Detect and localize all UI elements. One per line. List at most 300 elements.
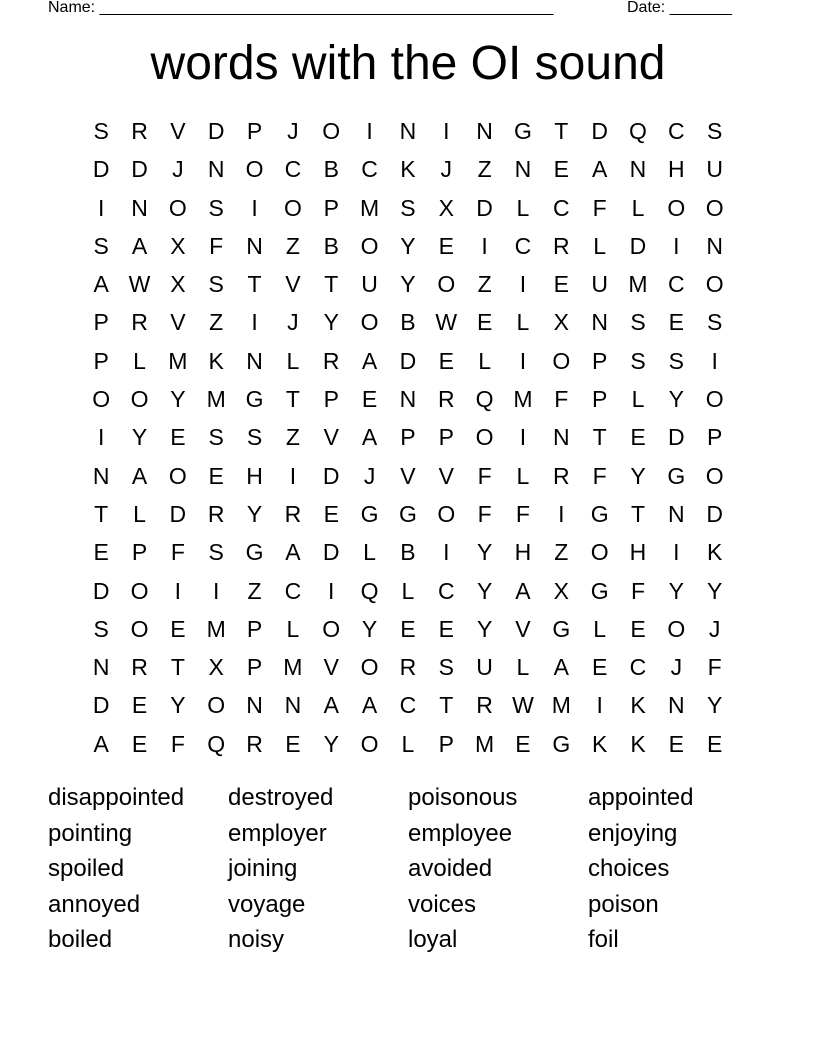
grid-letter: V (323, 654, 339, 681)
grid-letter: J (363, 462, 376, 489)
word-bank-item: employer (228, 819, 327, 847)
grid-letter: C (284, 577, 302, 604)
grid-letter: V (400, 462, 416, 489)
grid-letter: N (246, 347, 263, 374)
grid-letter: B (400, 309, 416, 336)
grid-letter: I (251, 309, 258, 336)
grid-letter: D (706, 500, 723, 527)
word-bank-item: joining (228, 855, 298, 883)
grid-letter: S (630, 347, 646, 374)
grid-letter: I (519, 424, 527, 451)
word-search-grid (82, 112, 734, 763)
grid-letter: G (398, 500, 417, 527)
word-bank-item: voices (408, 890, 477, 918)
grid-letter: Y (668, 577, 684, 604)
grid-letter: U (476, 654, 493, 681)
grid-row (82, 725, 734, 763)
grid-letter: A (361, 347, 378, 374)
grid-letter: J (708, 615, 721, 642)
grid-letter: N (552, 424, 570, 451)
grid-letter: C (629, 654, 647, 681)
grid-letter: O (130, 386, 149, 413)
grid-letter: O (437, 500, 456, 527)
grid-letter: A (323, 692, 339, 719)
grid-letter: I (97, 194, 105, 221)
grid-letter: G (245, 539, 264, 566)
grid-letter: Z (285, 232, 300, 259)
grid-letter: C (399, 692, 417, 719)
grid-letter: N (514, 156, 532, 183)
grid-letter: L (286, 615, 300, 642)
grid-letter: N (92, 462, 110, 489)
grid-letter: C (514, 232, 532, 259)
grid-letter: S (630, 309, 646, 336)
grid-letter: E (208, 462, 224, 489)
grid-letter: F (630, 577, 646, 604)
grid-letter: L (363, 539, 376, 566)
grid-letter: Y (323, 730, 339, 757)
grid-row (82, 495, 734, 533)
grid-letter: S (707, 309, 723, 336)
grid-letter: N (476, 118, 493, 144)
grid-letter: F (707, 654, 722, 681)
grid-letter: A (553, 654, 569, 681)
grid-letter: O (360, 730, 379, 757)
grid-row (82, 533, 734, 571)
grid-letter: N (629, 156, 647, 183)
word-bank-item: appointed (588, 784, 694, 811)
grid-letter: S (246, 424, 263, 451)
grid-letter: N (591, 309, 608, 336)
grid-letter: F (592, 194, 607, 221)
grid-letter: N (668, 500, 685, 527)
grid-letter: Y (630, 462, 646, 489)
grid-letter: H (514, 539, 532, 566)
word-bank-item: foil (588, 926, 619, 954)
date-field-line: Date: _______ (627, 0, 732, 16)
grid-letter: E (170, 424, 186, 451)
grid-letter: A (285, 539, 301, 566)
word-bank-item: poison (588, 890, 659, 918)
grid-letter: D (476, 194, 493, 221)
grid-letter: F (170, 730, 185, 757)
word-bank-item: avoided (408, 855, 493, 883)
grid-letter: Q (475, 386, 494, 413)
grid-row (82, 648, 734, 686)
grid-row (82, 572, 734, 610)
grid-letter: K (400, 156, 416, 183)
grid-letter: D (629, 232, 647, 259)
grid-letter: Y (476, 615, 493, 642)
grid-letter: P (246, 118, 263, 144)
grid-letter: A (515, 577, 531, 604)
grid-letter: Z (209, 309, 224, 336)
grid-letter: L (133, 347, 146, 374)
grid-letter: L (631, 194, 645, 221)
grid-letter: P (591, 347, 608, 374)
grid-letter: N (246, 692, 263, 719)
grid-letter: W (128, 271, 151, 298)
grid-letter: C (552, 194, 570, 221)
grid-letter: F (477, 462, 492, 489)
grid-letter: S (208, 194, 224, 221)
grid-row (82, 457, 734, 495)
grid-letter: R (437, 386, 455, 413)
grid-letter: O (245, 156, 264, 183)
grid-letter: X (170, 271, 186, 298)
grid-letter: Y (707, 577, 723, 604)
grid-letter: I (443, 118, 450, 144)
grid-letter: U (591, 271, 608, 298)
grid-letter: P (246, 615, 263, 642)
grid-letter: G (590, 500, 609, 527)
grid-letter: V (438, 462, 454, 489)
grid-letter: L (401, 577, 415, 604)
grid-letter: L (478, 347, 491, 374)
grid-letter: M (475, 730, 495, 757)
grid-letter: S (93, 615, 109, 642)
grid-letter: O (437, 271, 456, 298)
grid-letter: J (440, 156, 453, 183)
grid-letter: P (93, 309, 109, 336)
grid-row (82, 610, 734, 648)
grid-letter: G (590, 577, 609, 604)
grid-letter: O (360, 309, 379, 336)
grid-letter: T (592, 424, 607, 451)
grid-letter: D (322, 539, 340, 566)
grid-letter: M (206, 386, 226, 413)
grid-letter: J (287, 309, 299, 336)
grid-letter: O (705, 194, 724, 221)
word-bank-item: pointing (48, 819, 133, 847)
grid-letter: E (93, 539, 109, 566)
grid-letter: P (438, 730, 454, 757)
grid-letter: D (169, 500, 187, 527)
grid-letter: R (131, 654, 148, 681)
grid-letter: D (322, 462, 340, 489)
grid-letter: U (361, 271, 378, 298)
grid-letter: Y (668, 386, 684, 413)
grid-letter: C (361, 156, 378, 183)
grid-letter: O (667, 194, 686, 221)
grid-letter: K (630, 730, 646, 757)
word-bank-item: disappointed (48, 784, 185, 811)
grid-letter: E (361, 386, 378, 413)
grid-letter: I (366, 118, 373, 144)
grid-letter: P (93, 347, 109, 374)
grid-letter: X (208, 654, 224, 681)
grid-row (82, 112, 734, 150)
grid-letter: I (519, 271, 527, 298)
grid-letter: L (516, 654, 530, 681)
grid-letter: D (92, 692, 110, 719)
grid-letter: Y (476, 577, 493, 604)
grid-letter: O (130, 615, 149, 642)
grid-letter: I (519, 347, 527, 374)
grid-letter: I (328, 577, 335, 604)
grid-row (82, 303, 734, 341)
grid-letter: F (515, 500, 530, 527)
grid-letter: E (323, 500, 339, 527)
grid-letter: Z (477, 156, 492, 183)
grid-letter: T (170, 654, 185, 681)
grid-letter: M (168, 347, 188, 374)
grid-letter: I (596, 692, 603, 719)
grid-letter: R (322, 347, 340, 374)
grid-letter: K (208, 347, 224, 374)
grid-letter: R (552, 232, 570, 259)
grid-letter: L (631, 386, 645, 413)
grid-letter: T (324, 271, 339, 298)
grid-letter: Y (323, 309, 339, 336)
grid-letter: Y (400, 271, 416, 298)
grid-letter: X (553, 577, 569, 604)
grid-letter: B (400, 539, 416, 566)
grid-letter: M (359, 194, 380, 221)
grid-letter: T (285, 386, 300, 413)
grid-letter: S (93, 232, 109, 259)
grid-row (82, 189, 734, 227)
grid-letter: B (323, 232, 339, 259)
grid-letter: K (591, 730, 608, 757)
grid-letter: T (554, 118, 569, 144)
grid-letter: M (513, 386, 533, 413)
grid-letter: S (93, 118, 109, 144)
grid-letter: O (705, 386, 724, 413)
grid-letter: O (705, 271, 724, 298)
grid-row (82, 227, 734, 265)
grid-letter: G (360, 500, 379, 527)
grid-letter: O (168, 462, 187, 489)
word-bank-item: poisonous (408, 784, 518, 811)
grid-letter: M (283, 654, 303, 681)
grid-letter: H (629, 539, 647, 566)
grid-letter: L (516, 309, 530, 336)
grid-row (82, 342, 734, 380)
grid-letter: C (668, 271, 685, 298)
grid-letter: R (246, 730, 263, 757)
grid-letter: C (668, 118, 685, 144)
grid-letter: I (97, 424, 105, 451)
grid-letter: O (705, 462, 724, 489)
grid-letter: Y (361, 615, 378, 642)
grid-letter: C (284, 156, 302, 183)
grid-letter: D (668, 424, 685, 451)
grid-letter: N (207, 156, 225, 183)
grid-letter: D (131, 156, 148, 183)
grid-letter: S (208, 424, 224, 451)
grid-letter: E (553, 156, 569, 183)
grid-letter: B (323, 156, 339, 183)
grid-letter: R (207, 500, 225, 527)
grid-letter: L (593, 615, 607, 642)
grid-letter: A (361, 424, 378, 451)
grid-letter: E (630, 424, 646, 451)
grid-letter: E (515, 730, 531, 757)
page-title: words with the OI sound (150, 37, 666, 90)
grid-letter: M (206, 615, 226, 642)
grid-letter: V (170, 309, 186, 336)
grid-letter: A (93, 271, 109, 298)
grid-letter: D (591, 118, 608, 144)
grid-letter: P (438, 424, 454, 451)
grid-letter: A (361, 692, 378, 719)
grid-letter: Y (170, 386, 186, 413)
grid-letter: W (512, 692, 534, 719)
name-field-line: Name: ___________________________________________________ (48, 0, 554, 16)
grid-letter: O (283, 194, 302, 221)
grid-letter: E (170, 615, 186, 642)
grid-letter: E (131, 730, 148, 757)
grid-letter: E (131, 692, 148, 719)
grid-letter: S (400, 194, 416, 221)
grid-letter: L (516, 194, 530, 221)
grid-letter: R (131, 118, 148, 144)
grid-letter: D (92, 577, 110, 604)
grid-letter: M (551, 692, 571, 719)
grid-letter: S (707, 118, 723, 144)
grid-letter: L (401, 730, 415, 757)
grid-letter: N (706, 232, 723, 259)
grid-letter: O (475, 424, 494, 451)
grid-letter: T (247, 271, 262, 298)
grid-letter: F (209, 232, 224, 259)
grid-letter: Y (400, 232, 416, 259)
grid-letter: R (284, 500, 302, 527)
grid-letter: I (174, 577, 182, 604)
grid-letter: I (673, 539, 680, 566)
grid-letter: Y (476, 539, 493, 566)
grid-letter: P (246, 654, 263, 681)
grid-letter: G (667, 462, 686, 489)
grid-letter: V (515, 615, 531, 642)
grid-letter: X (438, 194, 454, 221)
grid-letter: L (516, 462, 530, 489)
grid-letter: Y (170, 692, 186, 719)
grid-letter: I (289, 462, 297, 489)
grid-letter: T (439, 692, 454, 719)
grid-letter: R (131, 309, 148, 336)
grid-letter: Z (554, 539, 569, 566)
grid-letter: I (481, 232, 488, 259)
grid-letter: A (131, 462, 148, 489)
word-bank-item: employee (408, 819, 513, 847)
grid-letter: T (94, 500, 109, 527)
grid-letter: L (286, 347, 300, 374)
grid-letter: R (552, 462, 570, 489)
grid-row (82, 150, 734, 188)
grid-letter: A (93, 730, 109, 757)
grid-letter: G (552, 730, 571, 757)
grid-letter: A (131, 232, 148, 259)
grid-letter: V (285, 271, 301, 298)
grid-letter: E (553, 271, 569, 298)
grid-letter: E (630, 615, 646, 642)
grid-letter: P (591, 386, 608, 413)
grid-letter: D (399, 347, 417, 374)
grid-letter: E (438, 347, 454, 374)
grid-letter: S (438, 654, 454, 681)
word-bank-item: enjoying (588, 819, 678, 847)
grid-row (82, 380, 734, 418)
grid-letter: G (514, 118, 532, 144)
grid-letter: Z (247, 577, 262, 604)
grid-letter: O (552, 347, 571, 374)
grid-letter: I (213, 577, 220, 604)
grid-letter: O (168, 194, 187, 221)
grid-letter: M (628, 271, 648, 298)
grid-letter: T (630, 500, 646, 527)
grid-letter: L (133, 500, 146, 527)
grid-letter: U (706, 156, 723, 183)
grid-letter: J (172, 156, 184, 183)
grid-letter: J (670, 654, 683, 681)
grid-letter: N (668, 692, 685, 719)
grid-letter: L (593, 232, 607, 259)
grid-letter: Y (246, 500, 263, 527)
grid-letter: Y (707, 692, 723, 719)
grid-letter: E (400, 615, 416, 642)
grid-letter: Z (477, 271, 492, 298)
grid-letter: E (591, 654, 608, 681)
grid-letter: F (592, 462, 607, 489)
grid-letter: E (476, 309, 493, 336)
grid-letter: E (668, 309, 684, 336)
word-bank-item: noisy (228, 926, 285, 954)
grid-letter: H (668, 156, 685, 183)
grid-letter: E (707, 730, 723, 757)
grid-letter: J (287, 118, 299, 144)
grid-letter: S (208, 539, 224, 566)
word-bank-item: voyage (228, 890, 306, 918)
grid-letter: W (435, 309, 458, 336)
grid-letter: Z (285, 424, 300, 451)
grid-letter: N (399, 386, 417, 413)
grid-letter: O (322, 118, 341, 144)
grid-row (82, 686, 734, 724)
grid-letter: R (476, 692, 493, 719)
grid-letter: O (207, 692, 226, 719)
grid-letter: Y (131, 424, 148, 451)
grid-letter: E (438, 232, 454, 259)
grid-letter: I (673, 232, 680, 259)
grid-letter: N (131, 194, 148, 221)
grid-letter: C (437, 577, 455, 604)
grid-letter: F (554, 386, 569, 413)
grid-letter: I (558, 500, 565, 527)
grid-letter: O (360, 654, 379, 681)
grid-letter: Q (629, 118, 647, 144)
grid-letter: E (668, 730, 684, 757)
grid-letter: N (399, 118, 417, 144)
grid-letter: P (323, 194, 339, 221)
word-bank-item: destroyed (228, 784, 334, 811)
grid-letter: X (170, 232, 186, 259)
grid-letter: P (707, 424, 723, 451)
word-bank-item: spoiled (48, 855, 125, 883)
grid-letter: I (251, 194, 258, 221)
grid-letter: O (322, 615, 341, 642)
word-bank-item: choices (588, 855, 670, 883)
grid-letter: R (399, 654, 417, 681)
grid-letter: H (246, 462, 263, 489)
grid-letter: O (667, 615, 686, 642)
grid-letter: K (707, 539, 723, 566)
grid-letter: N (92, 654, 110, 681)
grid-letter: D (207, 118, 225, 144)
word-bank-item: loyal (408, 926, 458, 954)
grid-letter: N (284, 692, 302, 719)
